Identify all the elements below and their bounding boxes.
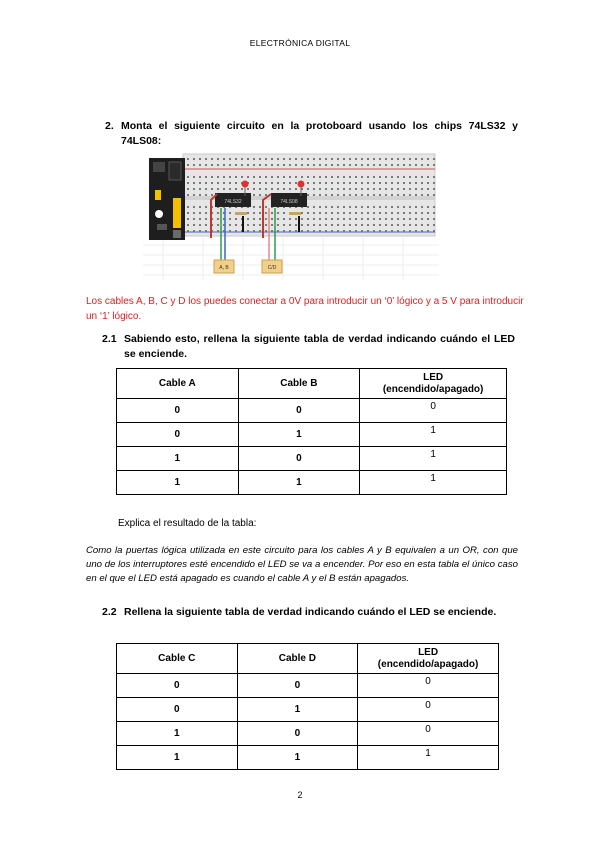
cell-b: 0: [238, 447, 360, 471]
explanation-text: Como la puertas lógica utilizada en este circuito para los cables A y B equivalen a un OR, con que uno de los interruptores esté encendido el LED se va a encender. Por eso en esta tabla el único caso en el que el LED está apagado es cuando el cable A y el B están apagados.: [86, 545, 518, 584]
page-number: 2: [297, 790, 303, 800]
cell-led: 1: [360, 447, 507, 471]
table-row: [117, 399, 507, 423]
truth-table-cd: [116, 643, 499, 770]
cell-b: 1: [238, 423, 360, 447]
cell-led: 0: [358, 722, 499, 746]
header-led: LED (encendido/apagado): [358, 644, 499, 674]
header-cable-a: Cable A: [117, 369, 239, 399]
section-2-1: [102, 332, 515, 362]
cell-d: 0: [237, 722, 358, 746]
section-text: Rellena la siguiente tabla de verdad indicando cuándo el LED se enciende.: [124, 606, 497, 618]
cell-d: 1: [237, 746, 358, 770]
table-row: [117, 471, 507, 495]
breadboard-circuit-image: [143, 150, 439, 280]
cell-led: 0: [360, 399, 507, 423]
section-2-2: [102, 605, 515, 620]
header-cable-b: Cable B: [238, 369, 360, 399]
question-number: 2.: [105, 120, 114, 132]
table-row: [117, 447, 507, 471]
table-row: [117, 423, 507, 447]
cell-led: 1: [360, 471, 507, 495]
explain-label: Explica el resultado de la tabla:: [118, 518, 257, 529]
cell-led: 1: [358, 746, 499, 770]
chip-74ls08-label: 74LS08: [280, 199, 298, 205]
table-header-row: [117, 369, 507, 399]
cell-b: 1: [238, 471, 360, 495]
table-row: [117, 674, 499, 698]
section-number: 2.1: [102, 333, 117, 345]
cell-led: 0: [358, 698, 499, 722]
cell-c: 1: [117, 722, 238, 746]
chip-74ls32-label: 74LS32: [224, 199, 242, 205]
cell-a: 1: [117, 471, 239, 495]
cell-b: 0: [238, 399, 360, 423]
switch-ab-label: A, B: [219, 265, 229, 271]
header-cable-c: Cable C: [117, 644, 238, 674]
cables-note: Los cables A, B, C y D los puedes conectar a 0V para introducir un ‘0’ lógico y a 5 V para introducir un ‘1’ lógico.: [86, 296, 524, 322]
cell-a: 0: [117, 423, 239, 447]
cell-led: 0: [358, 674, 499, 698]
question-text: Monta el siguiente circuito en la protoboard usando los chips 74LS32 y 74LS08:: [121, 120, 518, 147]
page-header: ELECTRÓNICA DIGITAL: [249, 38, 351, 48]
switch-cd-label: C/D: [267, 265, 277, 271]
section-text: Sabiendo esto, rellena la siguiente tabla de verdad indicando cuándo el LED se enciende.: [124, 333, 515, 360]
cell-led: 1: [360, 423, 507, 447]
cell-a: 0: [117, 399, 239, 423]
cell-c: 0: [117, 698, 238, 722]
cell-c: 1: [117, 746, 238, 770]
table-row: [117, 746, 499, 770]
cell-c: 0: [117, 674, 238, 698]
question-2: [98, 119, 518, 149]
cell-a: 1: [117, 447, 239, 471]
truth-table-ab: [116, 368, 507, 495]
table-row: [117, 698, 499, 722]
cell-d: 1: [237, 698, 358, 722]
cell-d: 0: [237, 674, 358, 698]
section-number: 2.2: [102, 606, 117, 618]
table-header-row: [117, 644, 499, 674]
header-led: LED (encendido/apagado): [360, 369, 507, 399]
table-row: [117, 722, 499, 746]
header-cable-d: Cable D: [237, 644, 358, 674]
